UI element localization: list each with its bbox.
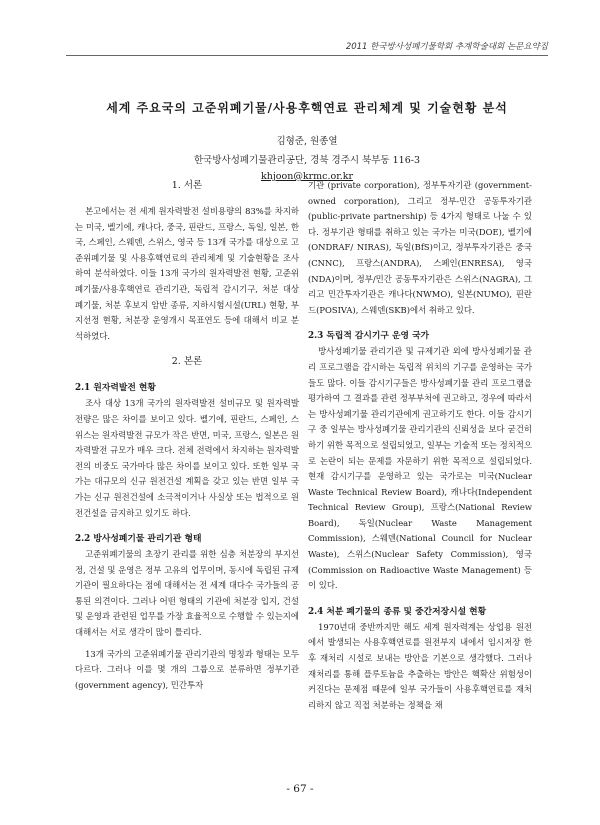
paragraph-2-4: 1970년대 중반까지만 해도 세계 원자력계는 상업용 원전에서 발생되는 사용후핵연료를 원전부지 내에서 임시저장 한 후 재처리 시설로 보내는 방안을 기본으로 생각했다. 그러나 재처리를 통해 플루토늄을 추출하는 방안은 핵확산 위험성이 커진다는 문제점 때문에 일부 국가들이 사용후핵연료를 재처리하지 않고 직접 처분하는 정책을 채 <box>308 621 532 710</box>
subsection-heading-2-2: 2.2 방사성폐기물 관리기관 형태 <box>75 534 202 545</box>
paragraph-2-2-continued: 기관 (private corporation), 정부투자기관 (government-owned corporation), 그리고 정부-민간 공동투자기관 (public-private partnership) 등 4가지 형태로 나눌 수 있다. 정부기관 형태를 취하고 있는 국가는 미국(DOE), 벨기에(ONDRAF/ NIRAS), 독일(BfS)이고, 정부투자기관은 중국(CNNC), 프랑스(ANDRA), 스페인(ENRESA), 영국(NDA)이며, 정부/민간 공동투자기관은 스위스(NAGRA), 그리고 민간투자기관은 캐나다(NWMO), 일본(NUMO), 핀란드(POSIVA), 스웨덴(SKB)에서 취하고 있다. <box>308 180 532 315</box>
spacer <box>308 318 532 328</box>
paper-title: 세계 주요국의 고준위폐기물/사용후핵연료 관리체계 및 기술현황 분석 <box>106 101 508 115</box>
authors: 김형준, 원종열 <box>276 136 338 147</box>
introduction-paragraph: 본고에서는 전 세계 원자력발전 설비용량의 83%를 차지하는 미국, 벨기에, 캐나다, 중국, 핀란드, 프랑스, 독일, 일본, 한국, 스페인, 스웨덴, 스위스, 영국 등 13개 국가를 대상으로 고준위폐기물 및 사용후핵연료의 관리체계 및 기술현황을 조사하여 분석하였다. 이들 13개 국가의 원자력발전 현황, 고준위폐기물/사용후핵연료 관리기관, 독립적 감시기구, 처분 대상 폐기물, 처분 후보지 암반 종류, 지하시험시설(URL) 현황, 부지선정 현황, 처분장 운영개시 목표연도 등에 대해서 비교 분석하였다. <box>75 206 299 341</box>
paragraph-2-3: 방사성폐기물 관리기관 및 규제기관 외에 방사성폐기물 관리 프로그램을 감시하는 독립적 위치의 기구를 운영하는 국가들도 많다. 이들 감시기구들은 방사성폐기물 관리 프로그램을 평가하여 그 결과를 관련 정부부처에 권고하고, 경우에 따라서는 방사성폐기물 관리기관에게 권고하기도 한다. 이들 감시기구 중 일부는 방사성폐기물 관리기관의 신뢰성을 보다 굳건히 하기 위한 목적으로 설립되었고, 일부는 기술적 또는 정치적으로 논란이 되는 문제를 자문하기 위한 목적으로 설립되었다. 현재 감시기구를 운영하고 있는 국가로는 미국(Nuclear Waste Technical Review Board), 캐나다(Independent Technical Review Group), 프랑스(National Review Board), 독일(Nuclear Waste Management Commission), 스웨덴(National Council for Nuclear Waste), 스위스(Nuclear Safety Commission), 영국(Commission on Radioactive Waste Management) 등이 있다. <box>308 346 532 591</box>
right-column <box>308 178 532 713</box>
subsection-heading-2-1: 2.1 원자력발전 현황 <box>75 383 156 394</box>
subsection-heading-2-4: 2.4 처분 폐기물의 종류 및 중간저장시설 현황 <box>308 606 487 617</box>
title-block <box>66 99 548 182</box>
paragraph-2-2-a: 고준위폐기물의 초장기 관리를 위한 심층 처분장의 부지선정, 건설 및 운영은 정부 고유의 업무이며, 동시에 독립된 규제기관이 필요하다는 점에 대해서는 전 세계 대다수 국가들의 공통된 의견이다. 그러나 어떤 형태의 기관에 처분장 입지, 건설 및 운영과 관련된 업무를 가장 효율적으로 수행할 수 있는지에 대해서는 서로 생각이 많이 틀리다. <box>75 549 299 638</box>
section-heading-body: 2. 본론 <box>171 356 203 368</box>
email-link[interactable]: khjoon@krmc.or.kr <box>260 171 354 182</box>
paragraph-2-2-b: 13개 국가의 고준위폐기물 관리기관의 명칭과 형태는 모두 다르다. 그러나 이를 몇 개의 그룹으로 분류하면 정부기관 (government agency), 민간투자 <box>75 648 299 690</box>
section-heading-introduction: 1. 서론 <box>171 180 203 191</box>
spacer <box>75 521 299 531</box>
spacer <box>75 344 299 354</box>
spacer <box>308 594 532 604</box>
subsection-heading-2-3: 2.3 독립적 감시기구 운영 국가 <box>308 331 430 342</box>
page-number: - 67 - <box>286 783 314 795</box>
header-rule <box>66 55 548 56</box>
page-header: 2011 한국방사성폐기물학회 추계학술대회 논문요약집 <box>345 42 548 52</box>
affiliation: 한국방사성폐기물관리공단, 경북 경주시 북부동 116-3 <box>193 155 421 166</box>
paragraph-2-1: 조사 대상 13개 국가의 원자력발전 설비규모 및 원자력발전량은 많은 차이를 보이고 있다. 벨기에, 핀란드, 스페인, 스위스는 원자력발전 규모가 작은 반면, 미국, 프랑스, 일본은 원자력발전 규모가 매우 크다. 전체 전력에서 차지하는 원자력발전의 비중도 국가마다 많은 차이를 보이고 있다. 또한 일부 국가는 대규모의 신규 원전건설 계획을 갖고 있는 반면 일부 국가는 신규 원전건설에 소극적이거나 사실상 또는 법적으로 원전건설을 금지하고 있기도 하다. <box>75 398 299 518</box>
left-column <box>75 178 299 693</box>
